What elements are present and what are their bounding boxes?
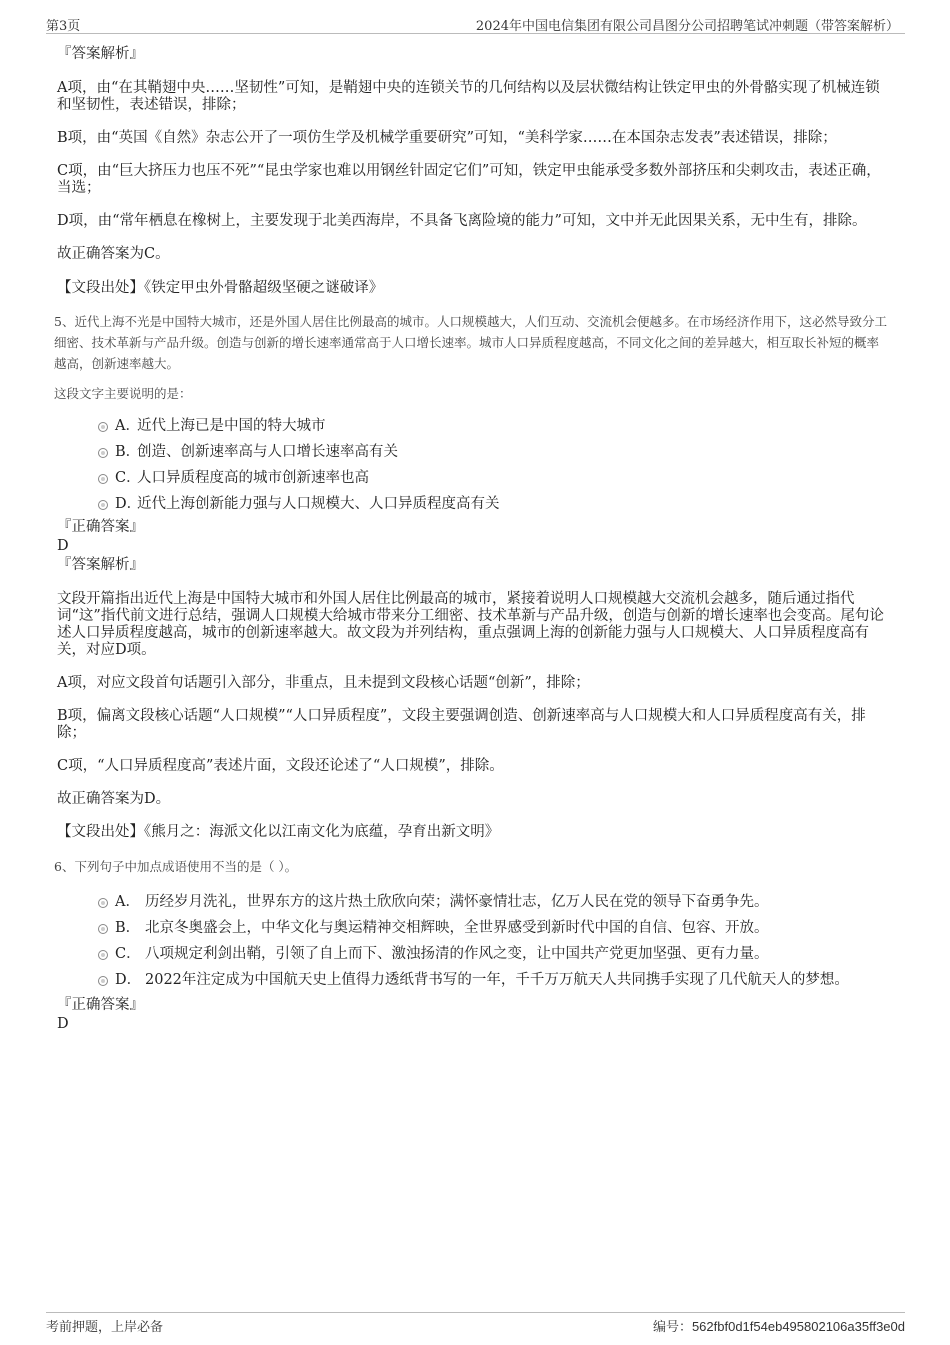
- option-text: 北京冬奥盛会上，中华文化与奥运精神交相辉映，全世界感受到新时代中国的自信、包容、开放。: [145, 920, 769, 936]
- option-text: 历经岁月洗礼，世界东方的这片热土欣欣向荣；满怀豪情壮志，亿万人民在党的领导下奋勇争先。: [145, 894, 769, 910]
- q5-source-text: 《熊月之：海派文化以江南文化为底蕴，孕育出新文明》: [144, 824, 500, 840]
- q6-answer: D: [57, 1016, 69, 1032]
- q5-option-a[interactable]: [57, 413, 889, 439]
- page-footer: [46, 1312, 905, 1336]
- q4-analysis-label: 『答案解析』: [57, 46, 144, 62]
- q4-analysis-item-c: C项，由“巨大挤压力也压不死”“昆虫学家也难以用钢丝针固定它们”可知，铁定甲虫能承受多数外部挤压和尖刺攻击，表述正确，当选；: [57, 163, 881, 196]
- option-text: 2022年注定成为中国航天史上值得力透纸背书写的一年，千千万万航天人共同携手实现了几代航天人的梦想。: [145, 972, 849, 988]
- q5-analysis-item-c: C项，“人口异质程度高”表述片面，文段还论述了“人口规模”，排除。: [57, 758, 504, 774]
- q4-source: [57, 280, 889, 297]
- q5-source-label: 【文段出处】: [57, 824, 144, 840]
- q5-analysis-label: 『答案解析』: [57, 557, 144, 573]
- radio-icon[interactable]: [98, 500, 108, 510]
- q5-source: [57, 824, 889, 841]
- radio-icon[interactable]: [98, 924, 108, 934]
- q4-source-label: 【文段出处】: [57, 280, 144, 296]
- footer-slogan: 考前押题，上岸必备: [46, 1320, 164, 1335]
- radio-icon[interactable]: [98, 422, 108, 432]
- document-title: 2024年中国电信集团有限公司昌图分公司招聘笔试冲刺题（带答案解析）: [475, 19, 899, 34]
- footer-code-label: 编号：: [652, 1320, 692, 1335]
- option-letter: D．: [115, 496, 142, 512]
- q5-analysis: 文段开篇指出近代上海是中国特大城市和外国人居住比例最高的城市，紧接着说明人口规模越大交流机会越多，随后通过指代词“这”指代前文进行总结，强调人口规模大给城市带来分工细密、技术革新与产品升级，创造与创新的增长速率也会变高。尾句论述人口异质程度越高，城市的创新速率越大。故文段为并列结构，重点强调上海的创新能力强与人口规模大、人口异质程度高有关，对应D项。: [57, 591, 884, 658]
- page-header: [46, 14, 905, 34]
- option-letter: D．: [115, 972, 142, 988]
- option-text: 人口异质程度高的城市创新速率也高: [137, 470, 369, 486]
- q6-options: [57, 889, 889, 993]
- q6-stem: 6、下列句子中加点成语使用不当的是（ ）。: [54, 859, 298, 874]
- q4-analysis-item-a: A项，由“在其鞘翅中央……坚韧性”可知，是鞘翅中央的连锁关节的几何结构以及层状微结构让铁定甲虫的外骨骼实现了机械连锁和坚韧性，表述错误，排除；: [57, 80, 880, 113]
- q4-analysis-item-b: B项，由“英国《自然》杂志公开了一项仿生学及机械学重要研究”可知，“美科学家……在本国杂志发表”表述错误，排除；: [57, 130, 837, 146]
- q6-answer-label: 『正确答案』: [57, 997, 144, 1013]
- page-content: [54, 46, 889, 1033]
- option-letter: C．: [115, 470, 141, 486]
- q4-source-text: 《铁定甲虫外骨骼超级坚硬之谜破译》: [144, 280, 384, 296]
- q6-option-b[interactable]: [57, 915, 889, 941]
- q6-option-d[interactable]: [57, 967, 889, 993]
- radio-icon[interactable]: [98, 950, 108, 960]
- q5-option-c[interactable]: [57, 465, 889, 491]
- q5-analysis-item-b: B项，偏离文段核心话题“人口规模”“人口异质程度”，文段主要强调创造、创新速率高与人口规模大和人口异质程度高有关，排除；: [57, 708, 866, 741]
- radio-icon[interactable]: [98, 474, 108, 484]
- page-number: 第3页: [46, 19, 81, 34]
- radio-icon[interactable]: [98, 976, 108, 986]
- q5-conclusion: 故正确答案为D。: [57, 791, 171, 807]
- footer-code-value: 562fbf0d1f54eb495802106a35ff3e0d: [691, 1319, 905, 1334]
- option-letter: A．: [115, 894, 140, 910]
- footer-code: [653, 1316, 905, 1335]
- q5-stem: 5、近代上海不光是中国特大城市，还是外国人居住比例最高的城市。人口规模越大，人们互动、交流机会便越多。在市场经济作用下，这必然导致分工细密、技术革新与产品升级。创造与创新的增长速率通常高于人口增长速率。城市人口异质程度越高，不同文化之间的差异越大，相互取长补短的概率越高，创新速率越大。: [54, 314, 887, 371]
- q5-options: [57, 413, 889, 517]
- q5-option-d[interactable]: [57, 491, 889, 517]
- option-text: 近代上海创新能力强与人口规模大、人口异质程度高有关: [137, 496, 500, 512]
- q4-conclusion: 故正确答案为C。: [57, 246, 170, 262]
- q5-answer: D: [57, 538, 69, 554]
- q5-question: 这段文字主要说明的是：: [54, 386, 192, 401]
- q6-option-a[interactable]: [57, 889, 889, 915]
- q5-answer-label: 『正确答案』: [57, 519, 144, 535]
- option-text: 创造、创新速率高与人口增长速率高有关: [137, 444, 398, 460]
- option-text: 近代上海已是中国的特大城市: [137, 418, 326, 434]
- radio-icon[interactable]: [98, 448, 108, 458]
- option-text: 八项规定利剑出鞘，引领了自上而下、激浊扬清的作风之变，让中国共产党更加坚强、更有力量。: [145, 946, 769, 962]
- option-letter: B．: [115, 920, 141, 936]
- option-letter: C．: [115, 946, 141, 962]
- option-letter: A．: [115, 418, 140, 434]
- option-letter: B．: [115, 444, 141, 460]
- q6-option-c[interactable]: [57, 941, 889, 967]
- q5-analysis-item-a: A项，对应文段首句话题引入部分，非重点，且未提到文段核心话题“创新”，排除；: [57, 675, 590, 691]
- q4-analysis-item-d: D项，由“常年栖息在橡树上，主要发现于北美西海岸，不具备飞离险境的能力”可知，文中并无此因果关系，无中生有，排除。: [57, 213, 867, 229]
- q5-option-b[interactable]: [57, 439, 889, 465]
- radio-icon[interactable]: [98, 898, 108, 908]
